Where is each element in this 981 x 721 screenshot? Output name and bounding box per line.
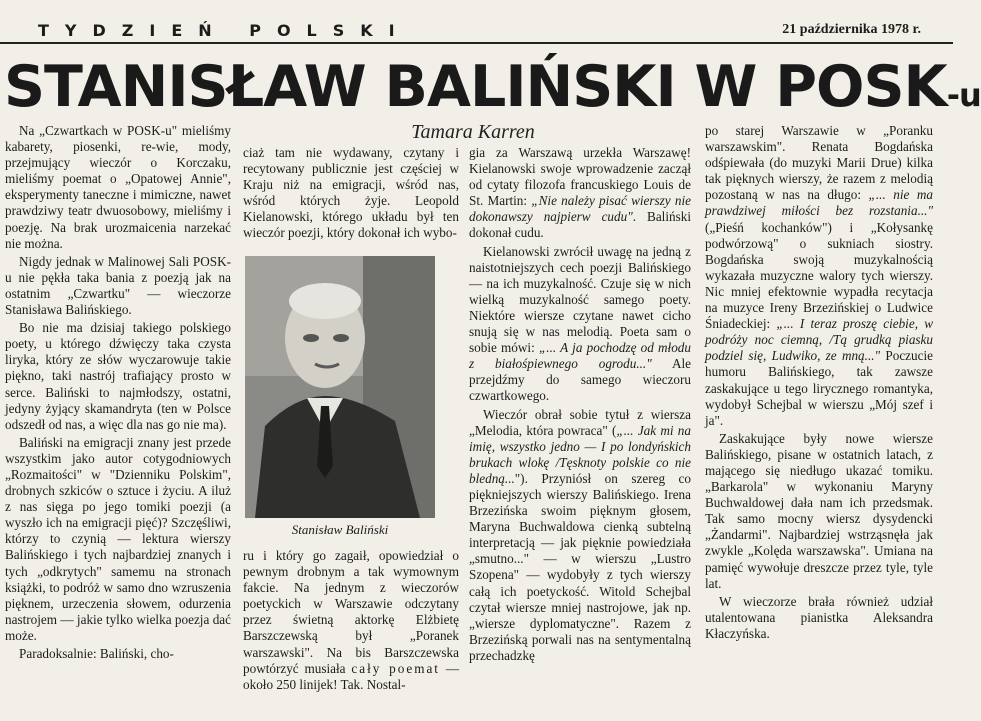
column-3 [469,145,691,721]
column-4 [705,123,933,721]
text-run: Ale przejdźmy do samego wieczoru czwartkowego. [469,356,691,404]
paragraph [243,548,459,693]
text-run: Wieczór obrał sobie tytuł z wiersza „Melodia, która powraca" ( [469,406,691,438]
portrait-illustration [245,256,435,518]
text-run: Kielanowski zwrócił uwagę na jedną z naistotniejszych cech poezji Balińskiego — na ich muzykalność. Czuje się w nich wielką muzykalność samego poety. Niektóre wiersze czytane nawet cicho snują się w nas melodią. Poeta sam o sobie mówi: [469,243,691,356]
text-run: — około 250 linijek! Tak. Nostal- [243,660,460,692]
paragraph [469,145,691,242]
paragraph: Zaskakujące były nowe wiersze Balińskiego, pisane w ostatnich latach, z mającego się niedługo ukazać tomiku. „Barkarola" w wykonaniu Maryny Buchwaldowej dała nam ich przedsmak. Tak samo mocny wiersz dysydencki „Żandarmi". Najbardziej wstrząsnęła jak zwykle „Kolęda warszawska". Umiana na pamięć wywołuje dreszcze przez tyle, tyle lat. [705,430,933,591]
paragraph: Nigdy jednak w Malinowej Sali POSK-u nie pękła taka bania z poezją jak na ostatnim „Czwartku" — wieczorze Stanisława Balińskiego. [5,253,231,318]
paragraph: Paradoksalnie: Baliński, cho- [19,646,174,661]
quote: „... A ja pochodzę od młodu z białośpiewnego ogrodu..." [469,340,691,372]
column-1 [5,123,231,721]
quote: „Nie należy pisać wierszy nie dokonawszy najpierw cudu" [469,193,691,225]
byline: Tamara Karren [411,121,535,143]
headline-suffix: -u [946,76,981,114]
paragraph [469,244,691,405]
column-2-top [243,145,459,255]
quote: „... nie ma prawdziwej miłości bez rozstania..." [705,187,934,219]
photo-caption: Stanisław Baliński [291,522,389,537]
header-rule [0,42,953,44]
paragraph: Na „Czwartkach w POSK-u" mieliśmy kabarety, piosenki, re-wie, mody, przejmujący wieczór o Korczaku, mieliśmy poemat o „Opatowej Annie", eksperymenty taneczne i mimiczne, nawet prawdziwy teatr dwuosobowy, mieliśmy i poezję. Na brak urozmaicenia narzekać nie można. [5,123,231,251]
text-run: gia za Warszawą urzekła Warszawę! Kielanowski swoje wprowadzenie zaczął od cytaty filozofa francuskiego Louis de St. Martin: [469,145,691,209]
column-2-bottom [243,548,459,721]
text-run: ru i który go zagaił, opowiedział o pewnym drobnym a tak wymownym fakcie. Na jednym z wieczorów poetyckich w Warszawie odczytany przez świetną aktorkę Elżbietę Barszczewską był „Poranek warszawski". Na bis Barszczewska powtórzyć musiała [243,548,459,676]
quote: „... I teraz proszę ciebie, w podróży noc ciemną, /Tą grudką piasku podziel się, Ludwiko, ze mną..." [705,316,933,364]
paragraph [705,123,933,429]
article-headline [4,54,981,120]
section-title: TYDZIEŃ POLSKI [38,21,411,40]
paragraph: W wieczorze brała również udział utalentowana pianistka Aleksandra Kłaczyńska. [705,593,933,641]
headline-main: STANISŁAW BALIŃSKI W POSK [4,54,947,120]
text-run: "). Przyniósł on szereg co piękniejszych wierszy Balińskiego. Irena Brzezińska swoim pięknym głosem, Maryna Buchwaldowa cienką subtelną interpretacją — jak pięknie powiedziała „smutno..." — w wierszu „Lustro Szopena" — wydobyły z tych wierszy całą ich poetyckość. Witold Schejbal czytał wiersze mniej nastrojowe, jak np. „wiersze dyplomatyczne". Razem z Brzezińską porwali nas na sentymentalną przechadzkę [469,470,691,663]
paragraph: Baliński na emigracji znany jest przede wszystkim jako autor cotygodniowych „Rozmaitości" w "Dzienniku Polskim", drobnych szkiców o sztuce i życiu. A iluż z nas sięga po jego tomiki poezji (a wyszło ich na emigracji pięć)? Szczęśliwi, którzy to czynią — lektura wierszy Balińskiego i tych najbardziej znanych i tych „odkrytych" samemu na stronach książki, to podróż w samo dno wzruszenia pięknem, urzeczenia słowem, odurzenia nastrojem — jakie tylko wielka poezja dać może. [5,434,231,643]
text-run: („Pieśń kochanków") i „Kołysankę podwórzową" o sukniach siostry. Bogdańska swoją muzykalnością wykazała muzyczne walory tych wierszy. Nic mniej efektownie wypadła recytacja na muzyce Ireny Brzezińskiej o Ludwice Śniadeckiej: [705,219,933,332]
paragraph: ciaż tam nie wydawany, czytany i recytowany publicznie jest częściej w Kraju niż na emigracji, wśród nas, wśród których żyje. Leopold Kielanowski, którego układu był ten wieczór poezji, który dokonał ich wybo- [243,145,459,241]
spaced-emphasis: cały poemat [351,660,440,676]
masthead [0,0,953,40]
portrait-photo [245,256,435,518]
paragraph [469,407,691,665]
paragraph: Bo nie ma dzisiaj takiego polskiego poety, u którego dźwięczy taka czysta liryka, który ze słów wyczarowuje takie piękno, taki nastrój trafiający prosto w serce. Baliński to najmłodszy, ostatni, jedyny żyjący skamandryta (ten w Polsce odszedł od nas, a więc dla nas go nie ma). [5,320,231,432]
text-run: Poczucie humoru Balińskiego, tak zawsze zaskakujące u tego lirycznego romantyka, wydobył Schejbal w wierszu „Mój szef i ja". [705,348,933,428]
text-run: . Baliński dokonał cudu. [469,209,691,241]
quote: „... Jak mi na imię, wszystko jedno — I po londyńskich brukach wlokę /Tęsknoty polskie co nie bledną... [469,422,691,486]
issue-date: 21 października 1978 r. [782,22,921,37]
text-run: po starej Warszawie w „Poranku warszawskim". Renata Bogdańska odśpiewała (do muzyki Marii Drue) kilka tak pięknych wierszy, że razem z melodią pozostaną w nas na długo: [705,123,933,203]
